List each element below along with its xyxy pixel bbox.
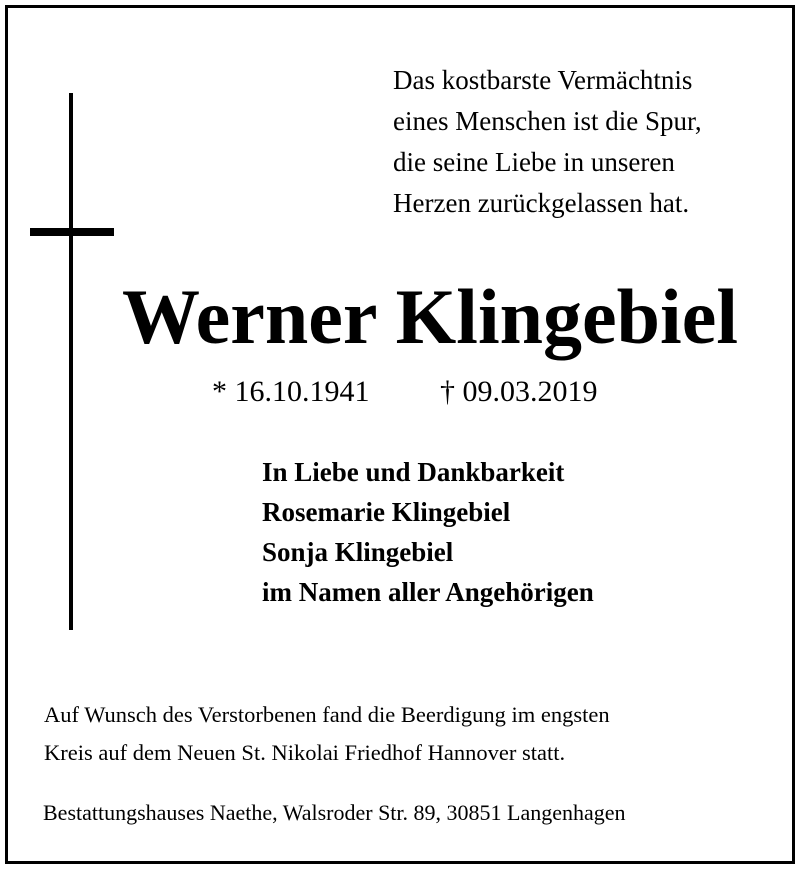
mourners-list bbox=[262, 452, 594, 612]
birth-date: * 16.10.1941 bbox=[212, 375, 370, 408]
mourners-line: Sonja Klingebiel bbox=[262, 537, 454, 567]
motto-line: Das kostbarste Vermächtnis bbox=[393, 65, 693, 95]
funeral-notice bbox=[44, 696, 610, 772]
motto-quote bbox=[393, 60, 702, 224]
mourners-line: In Liebe und Dankbarkeit bbox=[262, 457, 565, 487]
notice-line: Kreis auf dem Neuen St. Nikolai Friedhof Hannover statt. bbox=[44, 740, 566, 765]
mourners-line: im Namen aller Angehörigen bbox=[262, 577, 594, 607]
motto-line: Herzen zurückgelassen hat. bbox=[393, 188, 690, 218]
motto-line: die seine Liebe in unseren bbox=[393, 147, 675, 177]
cross-horizontal-bar bbox=[30, 228, 114, 236]
deceased-name: Werner Klingebiel bbox=[121, 273, 738, 360]
mourners-line: Rosemarie Klingebiel bbox=[262, 497, 511, 527]
motto-line: eines Menschen ist die Spur, bbox=[393, 106, 702, 136]
notice-line: Auf Wunsch des Verstorbenen fand die Beerdigung im engsten bbox=[44, 702, 610, 727]
death-date: † 09.03.2019 bbox=[440, 375, 598, 408]
funeral-home-address: Bestattungshauses Naethe, Walsroder Str. 89, 30851 Langenhagen bbox=[43, 800, 626, 825]
